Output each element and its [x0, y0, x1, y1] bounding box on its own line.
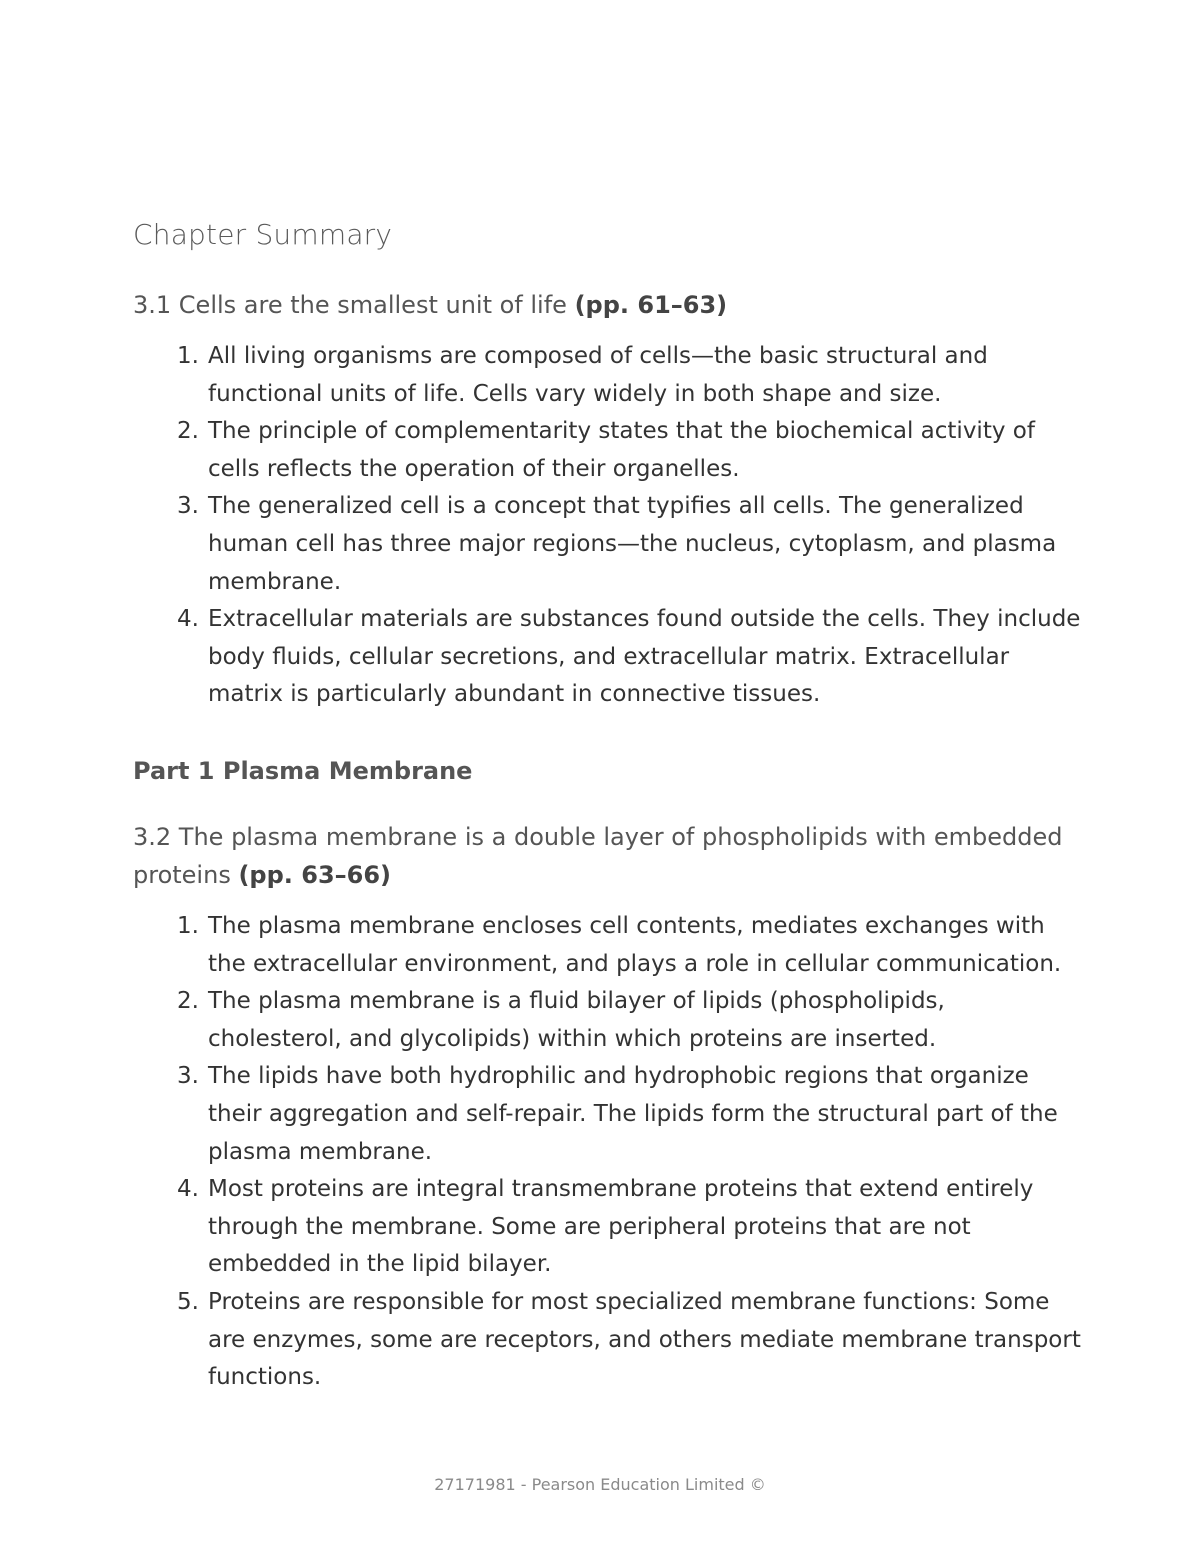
list-item	[133, 983, 1083, 1058]
list-number: 3.	[177, 1063, 199, 1090]
list-item	[133, 413, 1083, 488]
list-number: 5.	[177, 1288, 199, 1315]
section-heading-text: 3.2 The plasma membrane is a double layer of phospholipids with embedded proteins	[133, 823, 1063, 889]
list-item	[133, 1284, 1083, 1397]
page-footer: 27171981 - Pearson Education Limited ©	[434, 1475, 766, 1494]
page-reference: (pp. 63–66)	[238, 861, 392, 889]
list-item-text: The generalized cell is a concept that typifies all cells. The generalized human cell has three major regions—the nucleus, cytoplasm, and plasma membrane.	[208, 493, 1057, 595]
list-item-text: Proteins are responsible for most specialized membrane functions: Some are enzymes, some are receptors, and others mediate membrane transport functions.	[208, 1288, 1081, 1391]
list-item	[133, 601, 1083, 714]
part-heading: Part 1 Plasma Membrane	[133, 757, 473, 785]
list-number: 3.	[177, 493, 199, 520]
list-item-text: The principle of complementarity states that the biochemical activity of cells reflects the operation of their organelles.	[208, 418, 1035, 482]
page-title: Chapter Summary	[133, 218, 393, 251]
list-item	[133, 1171, 1083, 1284]
list-item	[133, 488, 1083, 601]
section-heading-text: 3.1 Cells are the smallest unit of life	[133, 291, 575, 319]
list-item-text: All living organisms are composed of cells—the basic structural and functional units of life. Cells vary widely in both shape and size.	[208, 343, 988, 407]
list-number: 2.	[177, 988, 199, 1015]
section-3-2-list	[133, 908, 1083, 1397]
list-item	[133, 338, 1083, 413]
list-number: 4.	[177, 606, 199, 633]
list-item-text: The plasma membrane is a fluid bilayer of lipids (phospholipids, cholesterol, and glycolipids) within which proteins are inserted.	[208, 988, 945, 1052]
list-item-text: Extracellular materials are substances found outside the cells. They include body fluids, cellular secretions, and extracellular matrix. Extracellular matrix is particularly abundant in connective tissues.	[208, 606, 1081, 708]
list-item-text: The lipids have both hydrophilic and hydrophobic regions that organize their aggregation and self-repair. The lipids form the structural part of the plasma membrane.	[208, 1063, 1058, 1165]
page-reference: (pp. 61–63)	[574, 291, 728, 319]
list-item-text: The plasma membrane encloses cell contents, mediates exchanges with the extracellular environment, and plays a role in cellular communication.	[208, 913, 1062, 977]
list-item	[133, 908, 1083, 983]
list-item-text: Most proteins are integral transmembrane proteins that extend entirely through the membrane. Some are peripheral proteins that are not embedded in the lipid bilayer.	[208, 1176, 1034, 1278]
section-3-1-list	[133, 338, 1083, 714]
section-heading-3-2	[133, 818, 1093, 894]
section-heading-3-1	[133, 286, 1093, 324]
list-item	[133, 1058, 1083, 1171]
list-number: 1.	[177, 913, 199, 939]
list-number: 1.	[177, 343, 199, 369]
list-number: 4.	[177, 1176, 199, 1203]
list-number: 2.	[177, 418, 199, 445]
